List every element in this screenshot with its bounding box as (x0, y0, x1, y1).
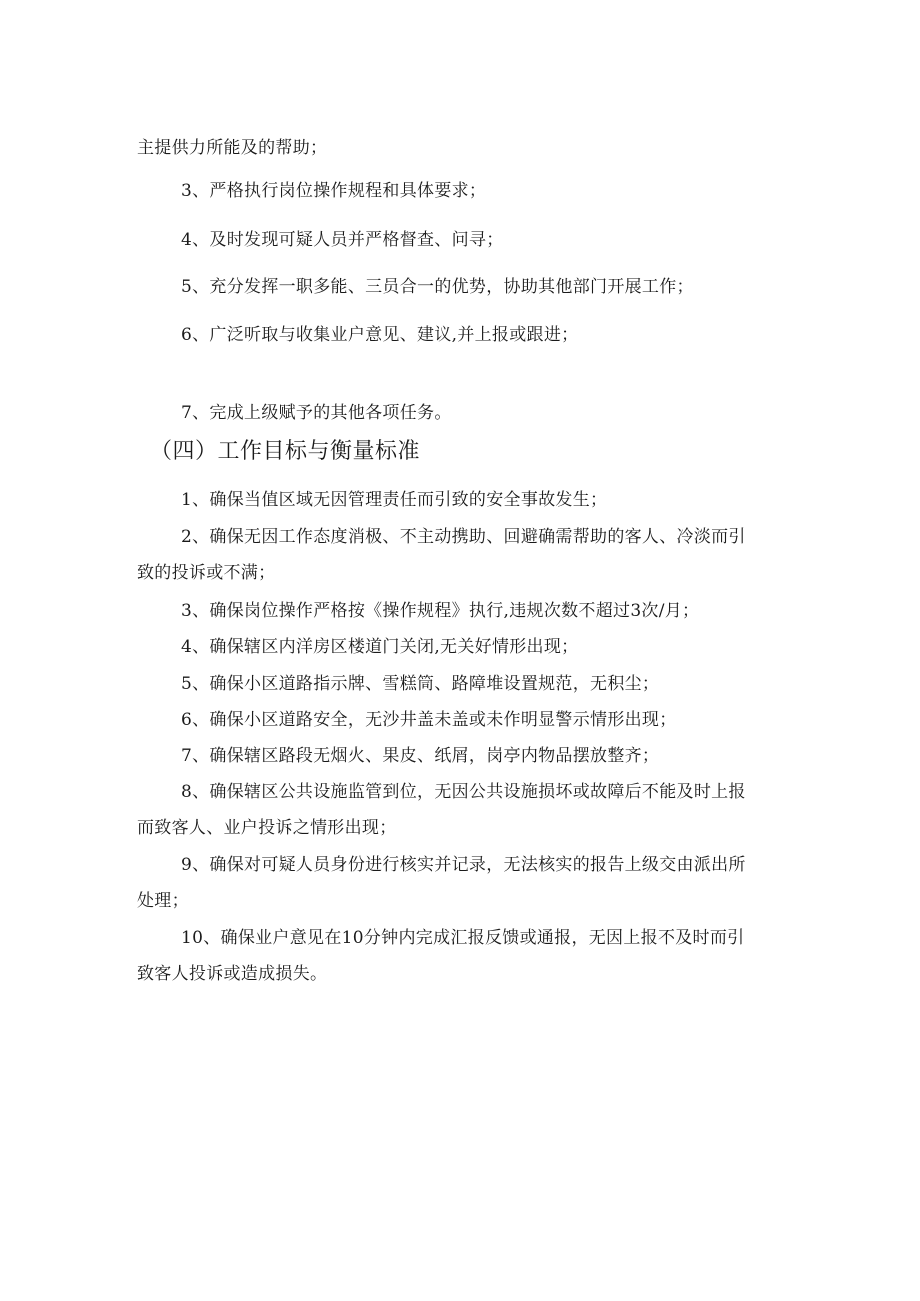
paragraph-continuation: 主提供力所能及的帮助； (137, 138, 328, 158)
goal-item-7: 7、确保辖区路段无烟火、果皮、纸屑，岗亭内物品摆放整齐； (181, 746, 660, 766)
duty-item-4: 4、及时发现可疑人员并严格督查、问寻； (181, 230, 504, 250)
goal-item-9-line-1: 9、确保对可疑人员身份进行核实并记录，无法核实的报告上级交由派出所 (181, 855, 746, 875)
goal-item-10-line-2: 致客人投诉或造成损失。 (137, 964, 328, 984)
goal-item-2-line-2: 致的投诉或不满； (137, 563, 276, 583)
goal-item-5: 5、确保小区道路指示牌、雪糕筒、路障堆设置规范，无积尘； (181, 674, 660, 694)
duty-item-5: 5、充分发挥一职多能、三员合一的优势，协助其他部门开展工作； (181, 277, 694, 297)
duty-item-3: 3、严格执行岗位操作规程和具体要求； (181, 181, 487, 201)
goal-item-10-line-1: 10、确保业户意见在10分钟内完成汇报反馈或通报，无因上报不及时而引 (181, 928, 745, 948)
goal-item-2-line-1: 2、确保无因工作态度消极、不主动携助、回避确需帮助的客人、冷淡而引 (181, 527, 746, 547)
duty-item-6: 6、广泛听取与收集业户意见、建议,并上报或跟进； (181, 325, 579, 345)
section-heading: （四）工作目标与衡量标准 (150, 439, 421, 464)
duty-item-7: 7、完成上级赋予的其他各项任务。 (181, 403, 452, 423)
goal-item-8-line-1: 8、确保辖区公共设施监管到位，无因公共设施损坏或故障后不能及时上报 (181, 782, 746, 802)
goal-item-9-line-2: 处理； (137, 891, 189, 911)
goal-item-3: 3、确保岗位操作严格按《操作规程》执行,违规次数不超过3次/月； (181, 601, 700, 621)
goal-item-1: 1、确保当值区域无因管理责任而引致的安全事故发生； (181, 490, 608, 510)
goal-item-4: 4、确保辖区内洋房区楼道门关闭,无关好情形出现； (181, 637, 579, 657)
goal-item-8-line-2: 而致客人、业户投诉之情形出现； (137, 818, 397, 838)
goal-item-6: 6、确保小区道路安全，无沙井盖未盖或未作明显警示情形出现； (181, 710, 677, 730)
